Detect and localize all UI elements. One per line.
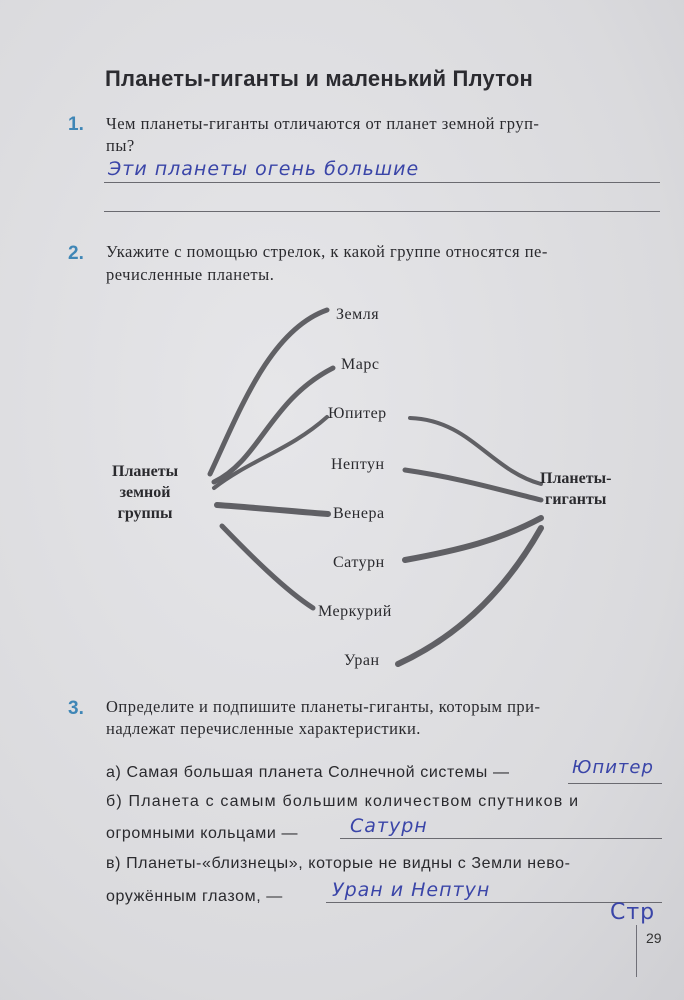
question-2-line-2: речисленные планеты. [106, 265, 275, 284]
item-c-line-1: в) Планеты-«близнецы», которые не видны с Земли нево- [106, 855, 571, 872]
planet-uran: Уран [344, 652, 380, 669]
item-c-answer: Уран и Нептун [332, 879, 491, 901]
arrow-zemlya [210, 310, 327, 474]
group-giants-line-2: гиганты [545, 491, 607, 508]
planet-zemlya: Земля [336, 306, 380, 323]
planet-yupiter: Юпитер [328, 405, 387, 422]
group-terrestrial-line-3: группы [117, 505, 173, 522]
question-3-number: 3. [68, 698, 84, 719]
arrow-venera [217, 505, 328, 514]
planet-merkuriy: Меркурий [318, 603, 392, 620]
planet-neptun: Нептун [331, 456, 385, 473]
item-c-line-2: оружённым глазом, — [106, 888, 283, 905]
item-a-text: а) Самая большая планета Солнечной системы — [106, 764, 510, 781]
item-b-answer: Сатурн [350, 815, 428, 837]
page-number-divider [636, 925, 637, 977]
group-giants-line-1: Планеты- [540, 470, 612, 487]
question-1-number: 1. [68, 114, 84, 135]
group-terrestrial-line-2: земной [119, 484, 171, 501]
arrow-merkuriy [222, 526, 313, 608]
item-b-line [340, 838, 662, 839]
planet-venera: Венера [333, 505, 385, 522]
item-b-line-2: огромными кольцами — [106, 825, 299, 842]
page-title: Планеты-гиганты и маленький Плутон [105, 66, 533, 91]
question-2-line-1: Укажите с помощью стрелок, к какой группе относятся пе- [106, 242, 548, 261]
group-giants [540, 468, 611, 510]
planet-saturn: Сатурн [333, 554, 385, 571]
group-terrestrial-line-1: Планеты [112, 463, 179, 480]
item-a-answer: Юпитер [572, 757, 654, 778]
question-3-line-1: Определите и подпишите планеты-гиганты, которым при- [106, 697, 541, 716]
item-b-line-1: б) Планета с самым большим количеством спутников и [106, 793, 580, 810]
question-1-line-1: Чем планеты-гиганты отличаются от планет земной груп- [106, 114, 540, 133]
question-1-answer: Эти планеты огень большие [108, 158, 420, 180]
group-terrestrial [112, 461, 178, 524]
arrow-saturn [405, 518, 541, 560]
question-2-number: 2. [68, 243, 84, 264]
question-3-line-2: надлежат перечисленные характеристики. [106, 719, 421, 738]
page-number: 29 [646, 930, 662, 946]
question-1-line-2: пы? [106, 136, 135, 155]
planet-mars: Марс [341, 356, 380, 373]
margin-scribble: Стр [610, 900, 656, 925]
item-a-line [568, 783, 662, 784]
